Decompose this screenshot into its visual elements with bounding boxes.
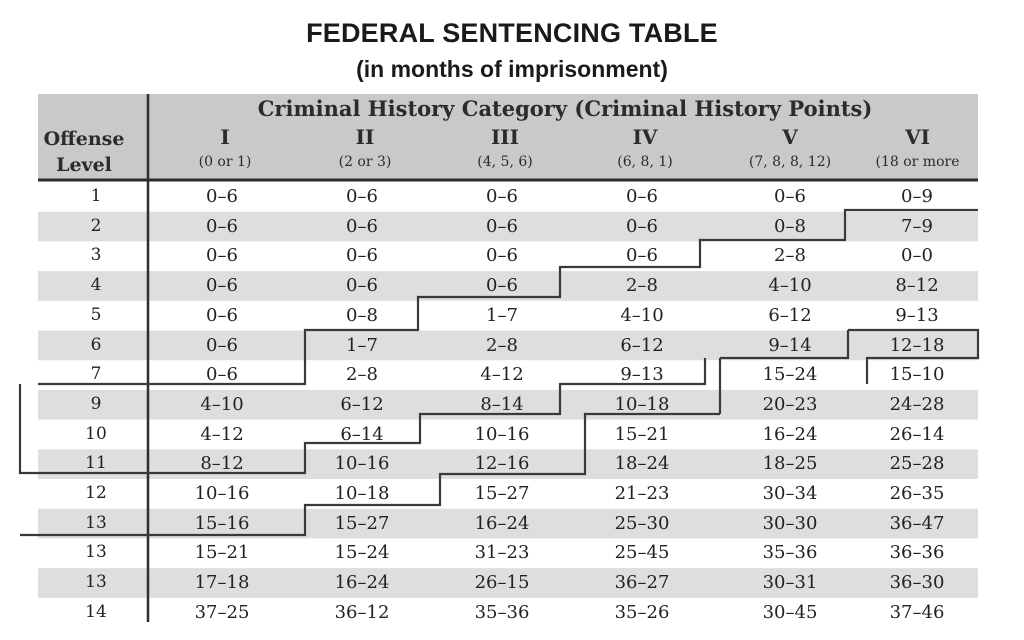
sentence-range-cell: 0–9 — [901, 186, 933, 207]
sentence-range-cell: 10–16 — [474, 423, 530, 445]
sentence-range-cell: 36–30 — [889, 572, 945, 594]
sentence-range-cell: 31–23 — [474, 542, 530, 564]
sentence-range-cell: 9–14 — [768, 334, 812, 356]
sentence-range-cell: 25–30 — [614, 512, 670, 534]
sentence-range-cell: 24–28 — [889, 393, 945, 415]
column-points-vi: (18 or more — [875, 154, 960, 170]
sentence-range-cell: 4–12 — [480, 364, 524, 386]
sentence-range-cell: 0–0 — [901, 245, 933, 267]
sentence-range-cell: 0–6 — [346, 275, 378, 297]
sentence-range-cell: 0–6 — [486, 245, 518, 267]
sentence-range-cell: 6–12 — [340, 393, 384, 415]
sentence-range-cell: 12–18 — [889, 334, 945, 356]
sentence-range-cell: 15–21 — [194, 542, 250, 564]
page-title: FEDERAL SENTENCING TABLE — [306, 18, 718, 48]
sentence-range-cell: 10–18 — [334, 483, 390, 504]
sentence-range-cell: 15–27 — [334, 512, 390, 534]
sentence-range-cell: 0–6 — [346, 186, 378, 207]
sentence-range-cell: 0–6 — [626, 215, 658, 237]
offense-level-cell: 4 — [90, 275, 102, 296]
sentence-range-cell: 15–27 — [474, 483, 530, 504]
offense-level-cell: 9 — [90, 393, 102, 414]
sentence-range-cell: 35–36 — [474, 601, 530, 623]
sentence-range-cell: 0–8 — [346, 304, 378, 326]
offense-level-cell: 6 — [90, 334, 102, 355]
column-roman-ii: II — [355, 125, 375, 149]
sentence-range-cell: 21–23 — [614, 483, 670, 504]
sentence-range-cell: 15–10 — [889, 364, 945, 386]
sentence-range-cell: 20–23 — [762, 393, 818, 415]
sentence-range-cell: 16–24 — [334, 572, 390, 594]
sentence-range-cell: 0–8 — [774, 215, 806, 237]
sentence-range-cell: 17–18 — [194, 572, 250, 594]
sentence-range-cell: 4–12 — [200, 423, 244, 445]
sentence-range-cell: 0–6 — [206, 275, 238, 297]
sentence-range-cell: 6–14 — [340, 423, 384, 445]
sentence-range-cell: 26–35 — [889, 483, 945, 504]
sentence-range-cell: 16–24 — [474, 512, 530, 534]
sentence-range-cell: 26–14 — [889, 423, 945, 445]
sentence-range-cell: 12–16 — [474, 453, 530, 475]
sentence-range-cell: 0–6 — [206, 334, 238, 356]
sentence-range-cell: 9–13 — [620, 364, 664, 386]
sentence-range-cell: 37–46 — [889, 601, 945, 623]
sentence-range-cell: 0–6 — [486, 186, 518, 207]
sentence-range-cell: 37–25 — [194, 601, 250, 623]
offense-level-cell: 14 — [85, 601, 107, 622]
offense-level-cell: 5 — [90, 304, 102, 325]
page-subtitle: (in months of imprisonment) — [356, 56, 668, 82]
sentence-range-cell: 0–6 — [626, 245, 658, 267]
sentence-range-cell: 35–36 — [762, 542, 818, 564]
sentence-range-cell: 4–10 — [620, 304, 664, 326]
column-roman-iii: III — [490, 125, 520, 149]
sentence-range-cell: 0–6 — [774, 186, 806, 207]
sentence-range-cell: 0–6 — [206, 304, 238, 326]
column-roman-v: V — [782, 125, 798, 149]
sentence-range-cell: 2–8 — [346, 364, 378, 386]
sentence-range-cell: 30–34 — [762, 483, 818, 504]
sentence-range-cell: 25–28 — [889, 453, 945, 475]
column-roman-vi: VI — [905, 125, 930, 149]
column-roman-i: I — [220, 125, 230, 149]
column-points-iii: (4, 5, 6) — [477, 154, 533, 170]
sentence-range-cell: 4–10 — [768, 275, 812, 297]
sentence-range-cell: 2–8 — [626, 275, 658, 297]
sentence-range-cell: 15–24 — [762, 364, 818, 386]
sentence-range-cell: 2–8 — [774, 245, 806, 267]
sentence-range-cell: 15–16 — [194, 512, 250, 534]
offense-level-heading-line2: Level — [56, 154, 112, 176]
offense-level-cell: 13 — [85, 542, 107, 563]
sentence-range-cell: 2–8 — [486, 334, 518, 356]
offense-level-heading-line1: Offense — [43, 128, 125, 150]
sentence-range-cell: 0–6 — [346, 245, 378, 267]
sentence-range-cell: 0–6 — [206, 186, 238, 207]
sentence-range-cell: 18–24 — [614, 453, 670, 475]
offense-level-cell: 10 — [85, 423, 107, 444]
sentence-range-cell: 8–12 — [895, 275, 939, 297]
offense-level-cell: 13 — [85, 512, 107, 533]
sentence-range-cell: 36–27 — [614, 572, 670, 594]
offense-level-cell: 11 — [85, 453, 107, 474]
sentence-range-cell: 30–31 — [762, 572, 818, 594]
offense-level-cell: 3 — [90, 245, 102, 266]
sentence-range-cell: 30–45 — [762, 601, 818, 623]
sentence-range-cell: 10–16 — [334, 453, 390, 475]
sentence-range-cell: 0–6 — [206, 215, 238, 237]
offense-level-cell: 13 — [85, 572, 107, 593]
offense-level-cell: 1 — [90, 186, 102, 206]
sentence-range-cell: 26–15 — [474, 572, 530, 594]
sentence-range-cell: 18–25 — [762, 453, 818, 475]
sentence-range-cell: 6–12 — [620, 334, 664, 356]
column-points-iv: (6, 8, 1) — [617, 154, 673, 170]
column-points-i: (0 or 1) — [198, 154, 252, 170]
sentence-range-cell: 1–7 — [346, 334, 378, 356]
sentence-range-cell: 36–47 — [889, 512, 945, 534]
sentence-range-cell: 9–13 — [895, 304, 939, 326]
sentence-range-cell: 0–6 — [346, 215, 378, 237]
sentence-range-cell: 36–12 — [334, 601, 390, 623]
sentence-range-cell: 15–24 — [334, 542, 390, 564]
criminal-history-category-heading: Criminal History Category (Criminal History Points) — [257, 96, 873, 121]
sentence-range-cell: 1–7 — [486, 304, 518, 326]
sentence-range-cell: 15–21 — [614, 423, 670, 445]
sentence-range-cell: 36–36 — [889, 542, 945, 564]
sentence-range-cell: 30–30 — [762, 512, 818, 534]
offense-level-cell: 7 — [90, 364, 102, 385]
sentence-range-cell: 0–6 — [486, 215, 518, 237]
sentence-range-cell: 10–18 — [614, 393, 670, 415]
sentence-range-cell: 35–26 — [614, 601, 670, 623]
sentence-range-cell: 25–45 — [614, 542, 670, 564]
sentence-range-cell: 10–16 — [194, 483, 250, 504]
sentence-range-cell: 4–10 — [200, 393, 244, 415]
sentence-range-cell: 16–24 — [762, 423, 818, 445]
offense-level-cell: 12 — [85, 483, 107, 503]
sentence-range-cell: 8–12 — [200, 453, 244, 475]
offense-level-cell: 2 — [90, 215, 102, 236]
sentence-range-cell: 8–14 — [480, 393, 524, 415]
sentence-range-cell: 0–6 — [206, 364, 238, 386]
column-points-v: (7, 8, 8, 12) — [748, 154, 832, 170]
column-points-ii: (2 or 3) — [338, 154, 392, 170]
sentence-range-cell: 0–6 — [626, 186, 658, 207]
sentence-range-cell: 7–9 — [901, 215, 933, 237]
sentence-range-cell: 6–12 — [768, 304, 812, 326]
sentence-range-cell: 0–6 — [206, 245, 238, 267]
column-roman-iv: IV — [632, 125, 658, 149]
sentence-range-cell: 0–6 — [486, 275, 518, 297]
